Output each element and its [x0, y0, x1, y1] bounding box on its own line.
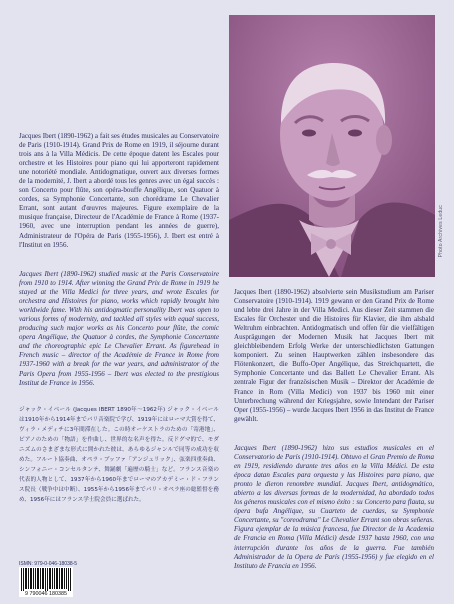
biography-spanish: Jacques Ibert (1890-1962) hizo sus estudios musicales en el Conservatorio de París (1910-1914). Obtuvo el Gran Premio de Roma en 1919, residiendo durante tres años en la Villa Médici. De esta época datan Escales para orquesta y las Histoires para piano, que pronto le dieron renombre mundial. Jacques Ibert, antidogmático, abierto a las diversas formas de la modernidad, ha abordado todos los géneros musicales con el mismo éxito : su Concerto para flauta, su ópera bufa Angélique, su Cuarteto de cuerdas, su Symphonie Concertante, su "coreodrama" Le Chevalier Errant son obras señeras. Figura ejemplar de la música francesa, fue Director de la Academia de Francia en Roma (Villa Médici) desde 1937 hasta 1960, con una interrupción durante los años de la guerra. Fue también Administrador de la Opera de París (1955-1956) y fue elegido en el Instituto de Francia en 1956. — [234, 444, 434, 570]
biography-german: Jacques Ibert (1890-1962) absolvierte sein Musikstudium am Pariser Conservatoire (1910-1914). 1919 gewann er den Grand Prix de Rome und lebte drei Jahre in der Villa Medici. Aus dieser Zeit stammen die Escales für Orchester und die Histoires für Klavier, die ihm alsbald Weltruhm einbrachten. Antidogmatisch und offen für die vielfältigen Ausprägungen der Modernen Musik hat Jacques Ibert mit gleichbleibendem Erfolg Werke der unterschiedlichsten Gattungen komponiert. Zu seinen Hauptwerken zählen insbesondere das Flötenkonzert, die Buffo-Oper Angélique, das Streichquartett, die Symphonie Concertante und das Ballett Le Chevalier Errant. Als zentrale Figur der französischen Musik – Direktor der Académie de France in Rom (Villa Medici) von 1937 bis 1960 mit einer Unterbrechung während der Kriegsjahre, sowie Intendant der Pariser Oper (1955-1956) – wurde Jacques Ibert 1956 in das Institut de France gewählt. — [234, 288, 434, 423]
biography-french: Jacques Ibert (1890-1962) a fait ses études musicales au Conservatoire de Paris (1910-1914). Grand Prix de Rome en 1919, il séjourne durant trois ans à la Villa Médicis. De cette époque datent les Escales pour orchestre et les Histoires pour piano qui lui apporteront rapidement une notoriété mondiale. Antidogmatique, ouvert aux diverses formes de la modernité, J. Ibert a abordé tous les genres avec un égal succès : son Concerto pour flûte, son opéra-bouffe Angélique, son Quatuor à cordes, sa Symphonie Concertante, son chorédrame Le Chevalier Errant, sont autant d'œuvres majeures. Figure exemplaire de la musique française, Directeur de l'Académie de France à Rome (1937-1960, avec une interruption pendant les années de guerre), Administrateur de l'Opéra de Paris (1955-1956), J. Ibert est entré à l'Institut en 1956. — [19, 132, 219, 249]
portrait-illustration — [229, 15, 435, 277]
biography-japanese: ジャック・イベール (Jacques IBERT 1890年～1962年) ジャック・イベールは1910年から1914年までパリ音楽院で学び、1919年にはローマ大賞を得て、ヴィラ・メディチに3年間滞在した。この時オーケストラのための「寄港地」、ピアノのための「物語」を作曲し、世界的な名声を得た。反ドグマ的で、モダニズムのさまざまな形式に開かれた彼は、あらゆるジャンルで同等の成功を収めた。フルート協奏曲、オペラ・ブッファ「アンジェリック」、弦楽四重奏曲、シンフォニー・コンセルタンテ、舞踊劇「遍歴の騎士」など。フランス音楽の代表的人物として、1937年から1960年までローマのアカデミー・ド・フランス院長（戦争中は中断）、1955年から1956年までパリ・オペラ座の総監督を務め、1956年にはフランス学士院会員に選ばれた。 — [19, 407, 219, 504]
barcode-digits: 9 790046 180385 — [19, 591, 73, 597]
barcode-bars — [19, 567, 73, 591]
composer-portrait-photo — [229, 15, 435, 277]
photo-credit: Photo Archives Leduc — [438, 205, 444, 258]
ismn-label: ISMN: 979-0-046-18038-5 — [19, 561, 78, 567]
barcode-icon — [19, 567, 73, 591]
biography-english: Jacques Ibert (1890-1962) studied music at the Paris Conservatoire from 1910 to 1914. After winning the Grand Prix de Rome in 1919 he stayed at the Villa Medici for three years, and wrote Escales for orchestra and Histoires for piano, works which rapidly brought him worldwide fame. With his antidogmatic personality Ibert was open to various forms of modernity, and tackled all styles with equal success, producing such major works as his Concerto pour flûte, the comic opera Angélique, the Quatuor à cordes, the Symphonie Concertante and the choreographic epic Le Chevalier Errant. As figurehead in French music – director of the Académie de France in Rome from 1937-1960 with a break for the war years, and administrator of the Paris Opera from 1955-1956 – Ibert was elected to the prestigious Institut de France in 1956. — [19, 270, 219, 387]
